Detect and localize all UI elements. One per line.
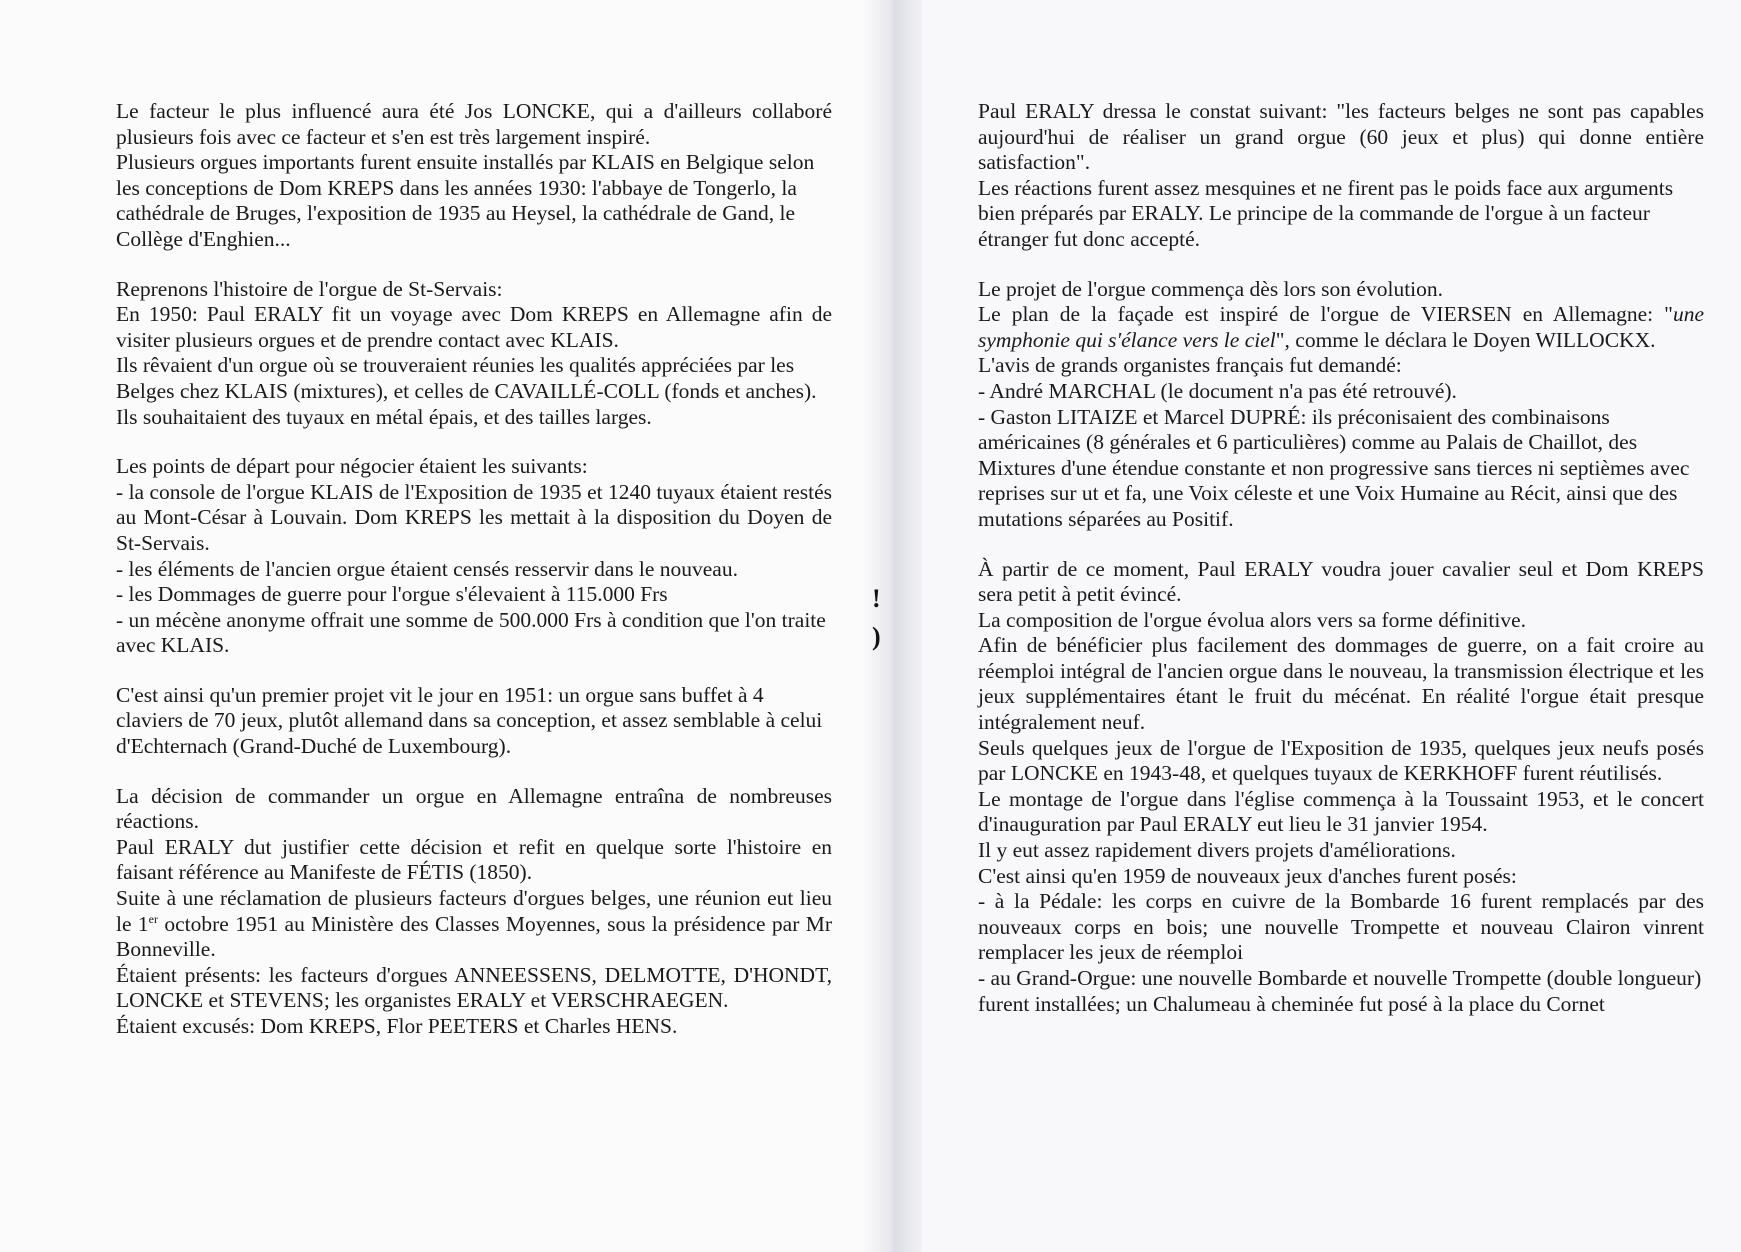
text-line: Étaient présents: les facteurs d'orgues ANNEESSENS, DELMOTTE, D'HONDT, LONCKE et STEVENS; les organistes ERALY et VERSCHRAEGEN. <box>116 962 832 1013</box>
text-line: À partir de ce moment, Paul ERALY voudra jouer cavalier seul et Dom KREPS sera petit à petit évincé. <box>978 556 1704 607</box>
paragraph <box>978 277 1704 533</box>
text-line: Le montage de l'orgue dans l'église commença à la Toussaint 1953, et le concert d'inauguration par Paul ERALY eut lieu le 31 janvier 1954. <box>978 786 1704 837</box>
left-page-text <box>116 99 832 1064</box>
text-line: Reprenons l'histoire de l'orgue de St-Servais: <box>116 276 503 301</box>
right-page-text <box>978 99 1704 1041</box>
gutter-marks: ! ) <box>872 584 881 651</box>
paragraph <box>116 99 832 253</box>
text-line: Les réactions furent assez mesquines et ne firent pas le poids face aux arguments bien préparés par ERALY. Le principe de la commande de l'orgue à un facteur étranger fut donc accepté. <box>978 175 1674 251</box>
text-line: - la console de l'orgue KLAIS de l'Exposition de 1935 et 1240 tuyaux étaient restés au Mont-César à Louvain. Dom KREPS les mettait à la disposition du Doyen de St-Servais. <box>116 479 832 555</box>
text-line: Étaient excusés: Dom KREPS, Flor PEETERS et Charles HENS. <box>116 1014 678 1038</box>
text-line: En 1950: Paul ERALY fit un voyage avec Dom KREPS en Allemagne afin de visiter plusieurs orgues et de prendre contact avec KLAIS. <box>116 302 832 352</box>
text-line: Les points de départ pour négocier étaient les suivants: <box>116 454 588 479</box>
text-line: La composition de l'orgue évolua alors vers sa forme définitive. <box>978 607 1526 632</box>
text-line: - les Dommages de guerre pour l'orgue s'élevaient à 115.000 Frs <box>116 582 668 607</box>
paragraph <box>978 99 1704 253</box>
paragraph <box>116 277 832 431</box>
ordinal-superscript: er <box>148 911 158 926</box>
text-line: - au Grand-Orgue: une nouvelle Bombarde et nouvelle Trompette (double longueur) furent installées; un Chalumeau à cheminée fut posé à la place du Cornet <box>978 966 1702 1016</box>
text-line: Afin de bénéficier plus facilement des dommages de guerre, on a fait croire au réemploi intégral de l'ancien orgue dans le nouveau, la transmission électrique et les jeux supplémentaires étant le fruit du mécénat. En réalité l'orgue était presque intégralement neuf. <box>978 633 1704 735</box>
paragraph <box>116 784 832 1040</box>
text-line: La décision de commander un orgue en Allemagne entraîna de nombreuses réactions. <box>116 783 832 834</box>
text-line: Le plan de la façade est inspiré de l'orgue de VIERSEN en Allemagne: "une symphonie qui s'élance vers le ciel", comme le déclara le Doyen WILLOCKX. <box>978 302 1704 352</box>
text-line: L'avis de grands organistes français fut demandé: <box>978 353 1402 378</box>
paragraph <box>978 557 1704 1018</box>
text-line: C'est ainsi qu'en 1959 de nouveaux jeux d'anches furent posés: <box>978 863 1517 888</box>
text-line: Le facteur le plus influencé aura été Jos LONCKE, qui a d'ailleurs collaboré plusieurs fois avec ce facteur et s'en est très largement inspiré. <box>116 99 832 149</box>
text-line: Suite à une réclamation de plusieurs facteurs d'orgues belges, une réunion eut lieu le 1er octobre 1951 au Ministère des Classes Moyennes, sous la présidence par Mr Bonneville. <box>116 886 832 962</box>
paragraph <box>116 683 832 760</box>
text-line: Le projet de l'orgue commença dès lors son évolution. <box>978 276 1444 301</box>
text-line: Paul ERALY dressa le constat suivant: "les facteurs belges ne sont pas capables aujourd'hui de réaliser un grand orgue (60 jeux et plus) qui donne entière satisfaction". <box>978 99 1704 175</box>
book-gutter <box>862 0 922 1252</box>
text-line: Ils rêvaient d'un orgue où se trouveraient réunies les qualités appréciées par les Belges chez KLAIS (mixtures), et celles de CAVAILLÉ-COLL (fonds et anches). Ils souhaitaient des tuyaux en métal épais, et des tailles larges. <box>116 353 817 429</box>
text-line: - à la Pédale: les corps en cuivre de la Bombarde 16 furent remplacés par des nouveaux corps en bois; une nouvelle Trompette et nouveau Clairon vinrent remplacer les jeux de réemploi <box>978 889 1704 965</box>
paragraph <box>116 454 832 659</box>
quotation-italic: une symphonie qui s'élance vers le ciel <box>978 302 1704 352</box>
text-line: Plusieurs orgues importants furent ensuite installés par KLAIS en Belgique selon les conceptions de Dom KREPS dans les années 1930: l'abbaye de Tongerlo, la cathédrale de Bruges, l'exposition de 1935 au Heysel, la cathédrale de Gand, le Collège d'Enghien... <box>116 150 815 251</box>
text-line: Seuls quelques jeux de l'orgue de l'Exposition de 1935, quelques jeux neufs posés par LONCKE en 1943-48, et quelques tuyaux de KERKHOFF furent réutilisés. <box>978 735 1704 786</box>
text-line: - André MARCHAL (le document n'a pas été retrouvé). <box>978 378 1457 403</box>
text-line: C'est ainsi qu'un premier projet vit le jour en 1951: un orgue sans buffet à 4 claviers de 70 jeux, plutôt allemand dans sa conception, et assez semblable à celui d'Echternach (Grand-Duché de Luxembourg). <box>116 682 823 759</box>
text-line: - Gaston LITAIZE et Marcel DUPRÉ: ils préconisaient des combinaisons américaines (8 générales et 6 particulières) comme au Palais de Chaillot, des Mixtures d'une étendue constante et non progressive sans tierces ni septièmes avec reprises sur ut et fa, une Voix céleste et une Voix Humaine au Récit, ainsi que des mutations séparées au Positif. <box>978 404 1690 531</box>
text-line: Il y eut assez rapidement divers projets d'améliorations. <box>978 838 1456 863</box>
text-line: - les éléments de l'ancien orgue étaient censés resservir dans le nouveau. <box>116 556 738 581</box>
text-line: - un mécène anonyme offrait une somme de 500.000 Frs à condition que l'on traite avec KLAIS. <box>116 607 826 658</box>
text-line: Paul ERALY dut justifier cette décision et refit en quelque sorte l'histoire en faisant référence au Manifeste de FÉTIS (1850). <box>116 834 832 885</box>
